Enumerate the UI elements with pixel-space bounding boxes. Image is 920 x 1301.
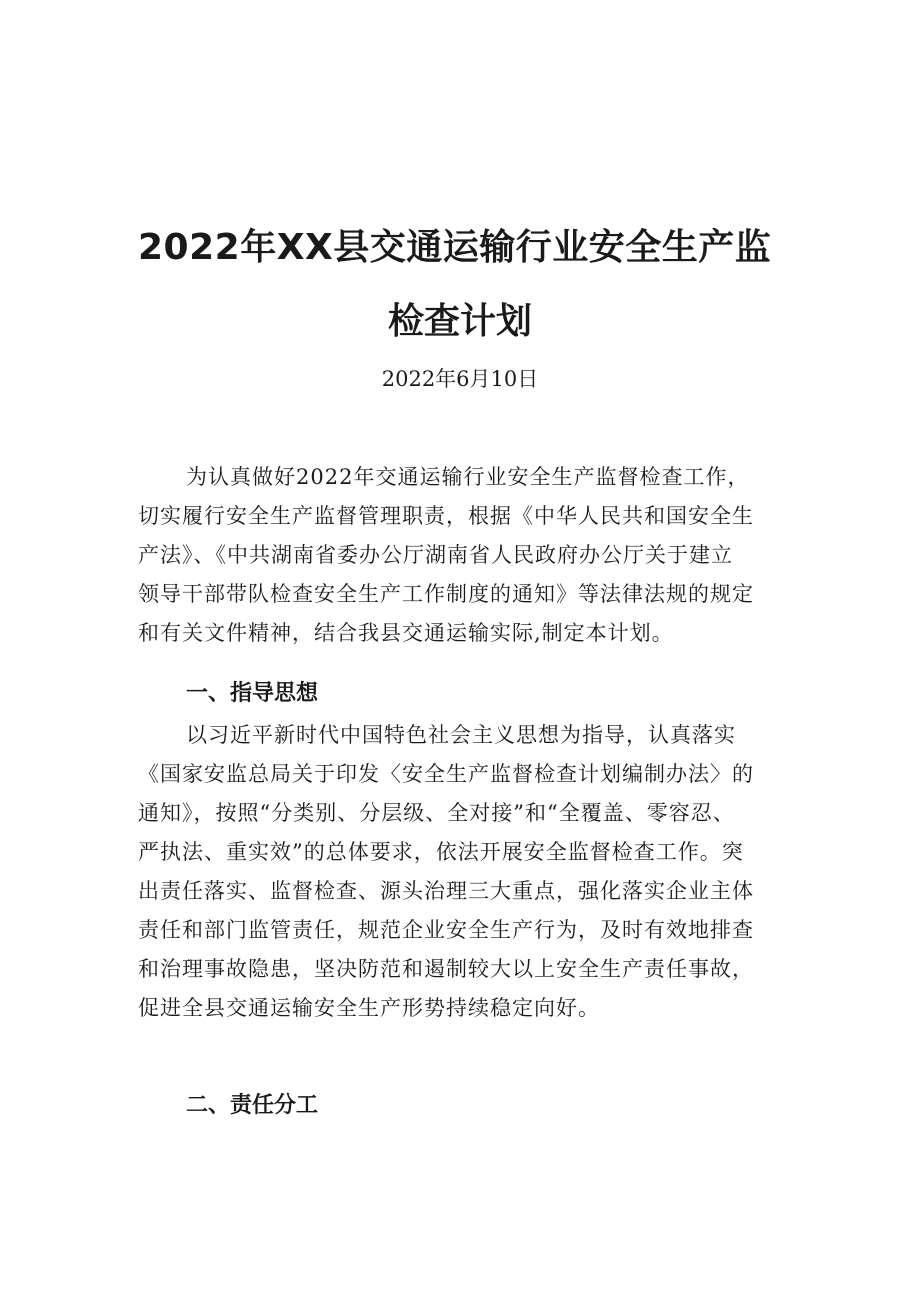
intro-line: 切实履行安全生产监督管理职责，根据《中华人民共和国安全生 [138,504,754,528]
intro-line: 和有关文件精神，结合我县交通运输实际,制定本计划。 [138,621,674,645]
intro-line: 为认真做好2022年交通运输行业安全生产监督检查工作， [186,465,750,489]
guiding-line: 以习近平新时代中国特色社会主义思想为指导，认真落实 [186,723,736,747]
guiding-line: 和治理事故隐患，坚决防范和遏制较大以上安全生产责任事故， [138,957,754,981]
section-heading-guiding-ideology: 一、指导思想 [186,681,319,706]
guiding-line: 严执法、重实效”的总体要求，依法开展安全监督检查工作。突 [138,840,744,864]
guiding-line: 促进全县交通运输安全生产形势持续稳定向好。 [138,996,600,1020]
document-title-line-1: 2022年XX县交通运输行业安全生产监 [138,227,772,268]
intro-paragraph [138,458,790,653]
document-date: 2022年6月10日 [381,367,539,391]
section-heading-responsibility-division: 二、责任分工 [186,1093,319,1118]
intro-line: 产法》、《中共湖南省委办公厅湖南省人民政府办公厅关于建立 [138,543,733,567]
document-title-line-2: 检查计划 [387,301,532,342]
guiding-ideology-paragraph [138,716,790,1028]
guiding-line: 出责任落实、监督检查、源头治理三大重点，强化落实企业主体 [138,879,754,903]
guiding-line: 《国家安监总局关于印发〈安全生产监督检查计划编制办法〉的 [138,762,754,786]
intro-line: 领导干部带队检查安全生产工作制度的通知》等法律法规的规定 [138,582,754,606]
guiding-line: 责任和部门监管责任，规范企业安全生产行为，及时有效地排查 [138,918,754,942]
guiding-line: 通知》，按照“分类别、分层级、全对接”和“全覆盖、零容忍、 [138,801,735,825]
